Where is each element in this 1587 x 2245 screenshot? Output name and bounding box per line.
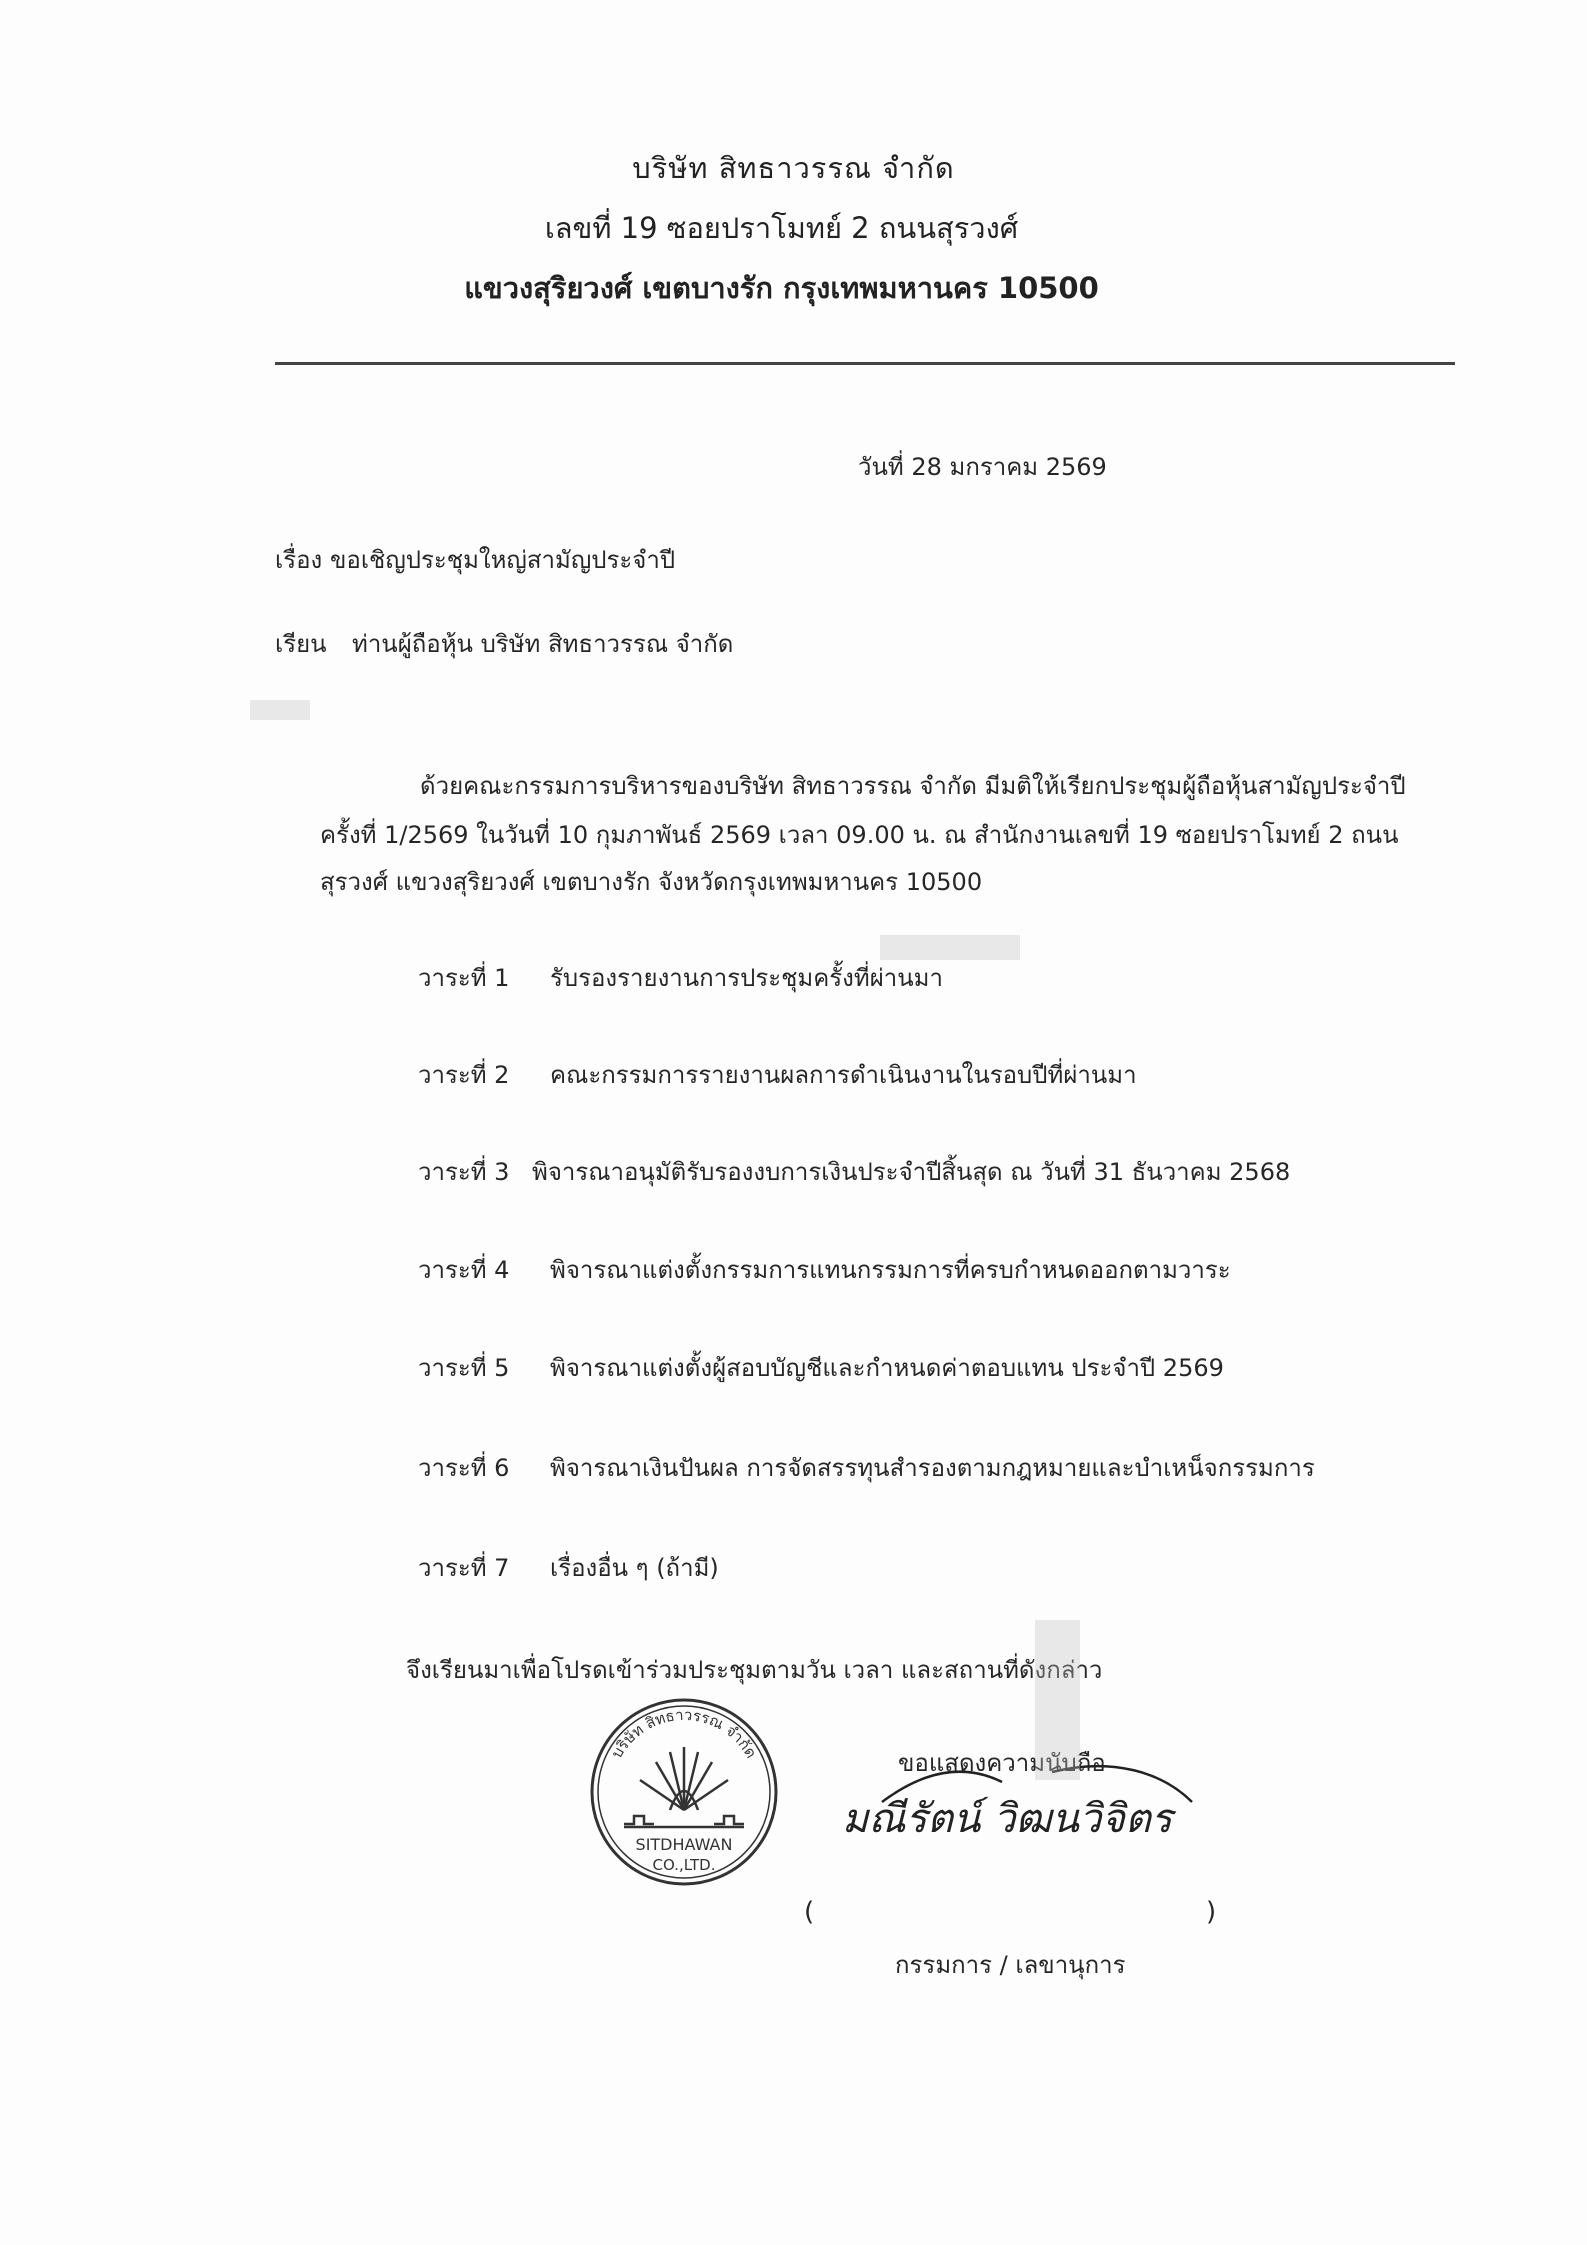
signer-title: กรรมการ / เลขานุการ xyxy=(895,1951,1126,1979)
letter-date: วันที่ 28 มกราคม 2569 xyxy=(858,453,1107,481)
agenda-label-2: วาระที่ 2 xyxy=(418,1061,510,1089)
subject-value: ขอเชิญประชุมใหญ่สามัญประจำปี xyxy=(330,546,676,574)
agenda-label-6: วาระที่ 6 xyxy=(418,1454,510,1482)
company-address-line2: แขวงสุริยวงศ์ เขตบางรัก กรุงเทพมหานคร 10500 xyxy=(464,271,1099,305)
agenda-text-7: เรื่องอื่น ๆ (ถ้ามี) xyxy=(550,1554,719,1582)
agenda-text-3: พิจารณาอนุมัติรับรองงบการเงินประจำปีสิ้นสุด ณ วันที่ 31 ธันวาคม 2568 xyxy=(532,1158,1291,1186)
agenda-label-3: วาระที่ 3 xyxy=(418,1158,510,1186)
company-seal-icon xyxy=(584,1692,784,1892)
scan-noise xyxy=(1035,1620,1080,1780)
signature-paren-close: ) xyxy=(1206,1897,1217,1927)
body-paragraph-line1: ด้วยคณะกรรมการบริหารของบริษัท สิทธาวรรณ จำกัด มีมติให้เรียกประชุมผู้ถือหุ้นสามัญประจำปี xyxy=(420,772,1406,800)
company-name: บริษัท สิทธาวรรณ จำกัด xyxy=(632,151,955,185)
seal-top-text: บริษัท สิทธาวรรณ จำกัด xyxy=(607,1705,761,1762)
company-address-line1: เลขที่ 19 ซอยปราโมทย์ 2 ถนนสุรวงศ์ xyxy=(544,211,1019,245)
agenda-label-5: วาระที่ 5 xyxy=(418,1354,510,1382)
seal-line2: CO.,LTD. xyxy=(652,1856,716,1874)
agenda-text-5: พิจารณาแต่งตั้งผู้สอบบัญชีและกำหนดค่าตอบแทน ประจำปี 2569 xyxy=(550,1354,1224,1382)
agenda-text-2: คณะกรรมการรายงานผลการดำเนินงานในรอบปีที่ผ่านมา xyxy=(550,1061,1137,1089)
agenda-label-7: วาระที่ 7 xyxy=(418,1554,510,1582)
signature-text: มณีรัตน์ วิฒนวิจิตร xyxy=(842,1796,1173,1842)
recipient-value: ท่านผู้ถือหุ้น บริษัท สิทธาวรรณ จำกัด xyxy=(352,630,734,658)
scan-noise xyxy=(250,700,310,720)
recipient-label: เรียน xyxy=(275,630,327,658)
closing-sentence: จึงเรียนมาเพื่อโปรดเข้าร่วมประชุมตามวัน เวลา และสถานที่ดังกล่าว xyxy=(406,1656,1103,1684)
signature-paren-open: ( xyxy=(804,1897,815,1927)
scan-noise xyxy=(880,935,1020,960)
agenda-text-1: รับรองรายงานการประชุมครั้งที่ผ่านมา xyxy=(550,964,943,992)
body-paragraph-line2: ครั้งที่ 1/2569 ในวันที่ 10 กุมภาพันธ์ 2569 เวลา 09.00 น. ณ สำนักงานเลขที่ 19 ซอยปราโมทย์ 2 ถนน xyxy=(320,821,1399,849)
agenda-text-6: พิจารณาเงินปันผล การจัดสรรทุนสำรองตามกฎหมายและบำเหน็จกรรมการ xyxy=(550,1454,1315,1482)
handwritten-signature xyxy=(812,1762,1212,1872)
agenda-text-4: พิจารณาแต่งตั้งกรรมการแทนกรรมการที่ครบกำหนดออกตามวาระ xyxy=(550,1256,1231,1284)
seal-line1: SITDHAWAN xyxy=(635,1835,733,1854)
body-paragraph-line3: สุรวงศ์ แขวงสุริยวงศ์ เขตบางรัก จังหวัดกรุงเทพมหานคร 10500 xyxy=(320,868,983,896)
subject-label: เรื่อง xyxy=(275,546,323,574)
sign-off-respect: ขอแสดงความนับถือ xyxy=(898,1749,1106,1777)
header-divider xyxy=(275,362,1455,365)
agenda-label-4: วาระที่ 4 xyxy=(418,1256,510,1284)
agenda-label-1: วาระที่ 1 xyxy=(418,964,510,992)
